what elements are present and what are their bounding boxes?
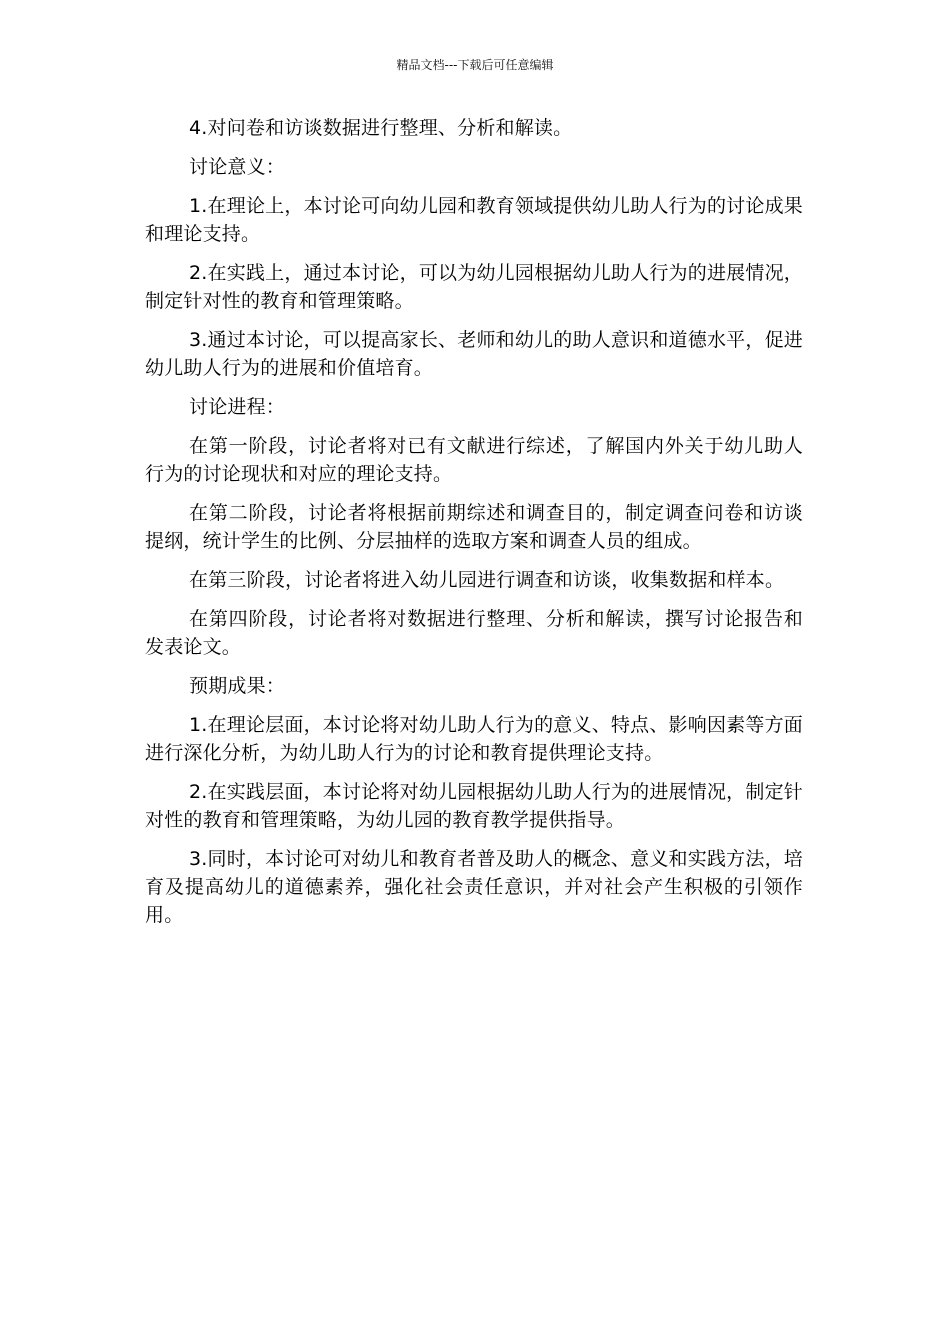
list-item: 1.在理论上，本讨论可向幼儿园和教育领域提供幼儿助人行为的讨论成果和理论支持。 bbox=[145, 195, 803, 245]
document-body bbox=[145, 114, 803, 940]
body-paragraph: 在第三阶段，讨论者将进入幼儿园进行调查和访谈，收集数据和样本。 bbox=[189, 569, 785, 591]
list-item: 1.在理论层面，本讨论将对幼儿助人行为的意义、特点、影响因素等方面进行深化分析，为幼儿助人行为的讨论和教育提供理论支持。 bbox=[145, 714, 803, 764]
list-item: 2.在实践层面，本讨论将对幼儿园根据幼儿助人行为的进展情况，制定针对性的教育和管理策略，为幼儿园的教育教学提供指导。 bbox=[145, 781, 803, 831]
page-header: 精品文档---下载后可任意编辑 bbox=[396, 58, 554, 72]
body-paragraph: 在第一阶段，讨论者将对已有文献进行综述，了解国内外关于幼儿助人行为的讨论现状和对应的理论支持。 bbox=[145, 435, 803, 485]
list-item: 3.通过本讨论，可以提高家长、老师和幼儿的助人意识和道德水平，促进幼儿助人行为的进展和价值培育。 bbox=[145, 329, 803, 379]
list-item: 4.对问卷和访谈数据进行整理、分析和解读。 bbox=[189, 117, 573, 139]
section-heading: 讨论意义： bbox=[189, 156, 286, 178]
section-heading: 讨论进程： bbox=[189, 396, 286, 418]
list-item: 3.同时，本讨论可对幼儿和教育者普及助人的概念、意义和实践方法，培育及提高幼儿的道德素养，强化社会责任意识，并对社会产生积极的引领作用。 bbox=[145, 848, 803, 926]
section-heading: 预期成果： bbox=[189, 675, 286, 697]
body-paragraph: 在第二阶段，讨论者将根据前期综述和调查目的，制定调查问卷和访谈提纲，统计学生的比例、分层抽样的选取方案和调查人员的组成。 bbox=[145, 502, 803, 552]
list-item: 2.在实践上，通过本讨论，可以为幼儿园根据幼儿助人行为的进展情况，制定针对性的教育和管理策略。 bbox=[145, 262, 803, 312]
body-paragraph: 在第四阶段，讨论者将对数据进行整理、分析和解读，撰写讨论报告和发表论文。 bbox=[145, 608, 803, 658]
